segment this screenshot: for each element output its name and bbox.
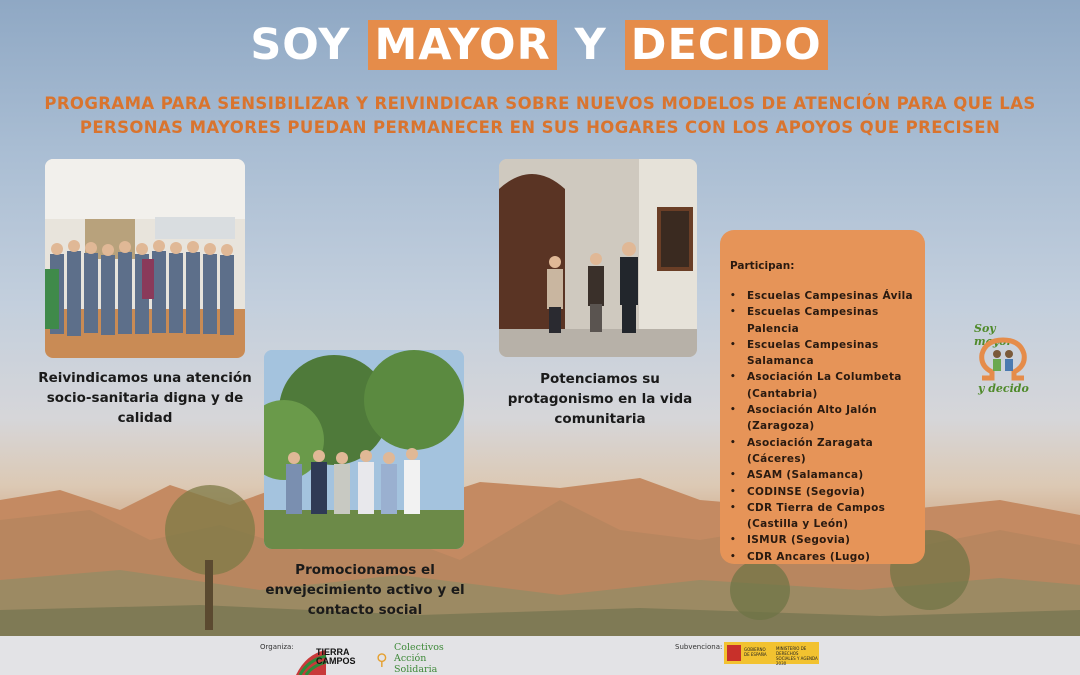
organiza-label: Organiza: (260, 643, 294, 651)
list-item: • Asociación La Columbeta (Cantabria) (730, 369, 915, 402)
list-item: • ISMUR (Segovia) (730, 532, 915, 548)
group-indoor-photo (45, 159, 245, 358)
ministry-logo (724, 642, 819, 664)
subtitle-line-1: PROGRAMA PARA SENSIBILIZAR Y REIVINDICAR SOBRE NUEVOS MODELOS DE ATENCIÓN PARA QUE LAS (44, 94, 1036, 113)
building-facade-illustration (499, 159, 697, 357)
campos-text: CAMPOS (316, 656, 356, 666)
caption-2-line-3: contacto social (307, 602, 423, 618)
omega-people-icon (976, 336, 1030, 382)
title-word-soy: SOY (250, 20, 351, 70)
caption-promocionamos (250, 560, 480, 620)
caption-3-line-2: protagonismo en la vida (507, 391, 693, 407)
group-outdoor-photo (264, 350, 464, 549)
list-item: • CODINSE (Segovia) (730, 484, 915, 500)
logo-text-top: Soy mayor (974, 322, 1013, 348)
logo-text-bottom: y decido (978, 382, 1029, 395)
list-item: • CDR Ancares (Lugo) (730, 549, 915, 565)
title-word-y: Y (574, 20, 607, 70)
caption-1-line-1: Reivindicamos una atención (38, 370, 252, 386)
group-outdoor-illustration (264, 350, 464, 549)
caption-potenciamos (485, 369, 715, 429)
caption-3-line-3: comunitaria (554, 411, 646, 427)
caption-3-line-1: Potenciamos su (540, 371, 660, 387)
caption-1-line-2: socio-sanitaria digna y de (46, 390, 244, 406)
list-item: • Asociación Alto Jalón (Zaragoza) (730, 402, 915, 435)
list-item: • Escuelas Campesinas Salamanca (730, 337, 915, 370)
caption-1-line-3: calidad (117, 410, 173, 426)
footer-bar (0, 636, 1080, 675)
list-item: • ASAM (Salamanca) (730, 467, 915, 483)
participants-label: Participan: (730, 260, 795, 272)
soy-mayor-logo (970, 322, 1036, 396)
caption-2-line-2: envejecimiento activo y el (265, 582, 465, 598)
caption-2-line-1: Promocionamos el (295, 562, 435, 578)
main-title (0, 20, 1080, 70)
list-item: • Asociación Zaragata (Cáceres) (730, 435, 915, 468)
colectivos-accion-solidaria-logo (376, 642, 456, 675)
group-indoor-illustration (45, 159, 245, 358)
title-word-decido: DECIDO (625, 20, 828, 70)
program-subtitle (20, 92, 1060, 140)
caption-reivindicamos (30, 368, 260, 428)
building-facade-photo (499, 159, 697, 357)
solidaria-text: Solidaria (394, 664, 438, 675)
colectivos-text: Colectivos (394, 642, 444, 653)
subvenciona-label: Subvenciona: (675, 643, 723, 651)
gobierno-text: GOBIERNO DE ESPAÑA (744, 647, 767, 657)
list-item: • Escuelas Campesinas Palencia (730, 304, 915, 337)
tierra-de-campos-logo (296, 644, 354, 675)
list-item: • Escuelas Campesinas Ávila (730, 288, 915, 304)
title-word-mayor: MAYOR (368, 20, 556, 70)
participants-panel (720, 230, 925, 564)
ministerio-text: MINISTERIO DE DERECHOS SOCIALES Y AGENDA 2030 (776, 646, 818, 666)
list-item: • CDR Tierra de Campos (Castilla y León) (730, 500, 915, 533)
tierra-text: TIERRA (316, 647, 350, 657)
person-icon: ⚲ (376, 650, 388, 669)
subtitle-line-2: PERSONAS MAYORES PUEDAN PERMANECER EN SUS HOGARES CON LOS APOYOS QUE PRECISEN (79, 118, 1001, 137)
coat-of-arms-icon (727, 645, 741, 661)
accion-text: Acción (394, 653, 427, 664)
participants-list (730, 288, 915, 565)
